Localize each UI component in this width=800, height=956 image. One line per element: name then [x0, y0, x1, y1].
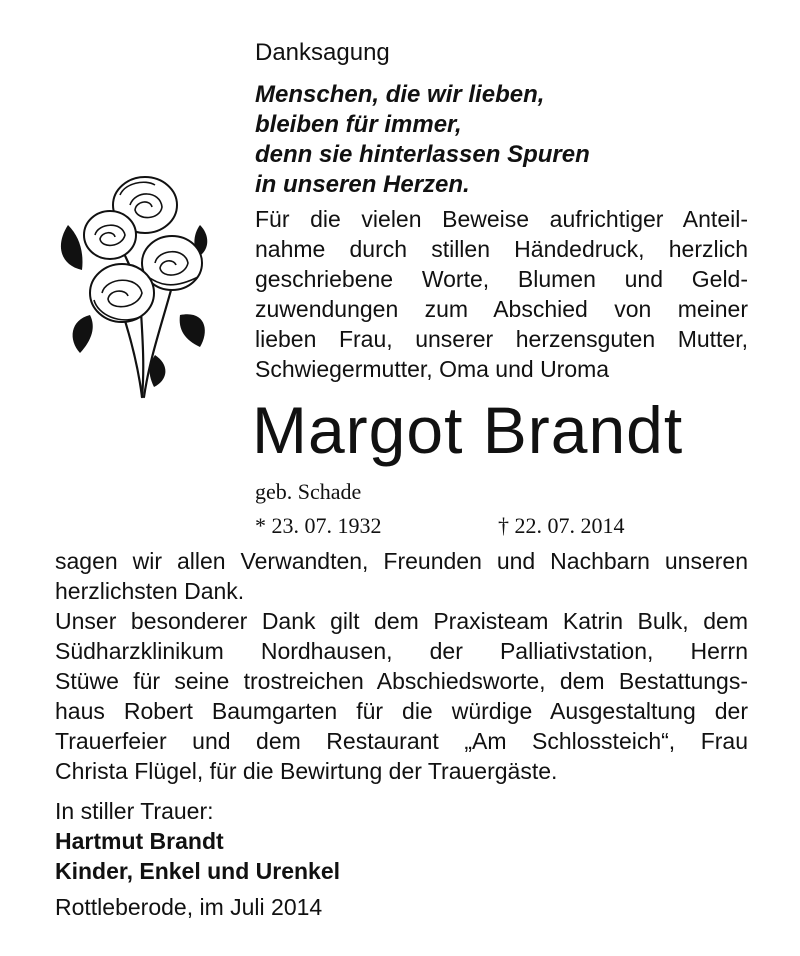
intro-line: nahme durch stillen Händedruck, herzlich [255, 236, 748, 262]
quote [255, 80, 590, 200]
birth-date: * 23. 07. 1932 [255, 513, 382, 538]
roses-icon [50, 165, 215, 400]
quote-line: denn sie hinterlassen Spuren [255, 141, 590, 168]
thanks-line: Stüwe für seine trostreichen Abschiedsworte, dem Bestattungs- [55, 668, 748, 694]
thanks-line: sagen wir allen Verwandten, Freunden und Nachbarn unseren [55, 548, 748, 574]
quote-line: in unseren Herzen. [255, 171, 470, 198]
intro-line: zuwendungen zum Abschied von meiner [255, 296, 748, 322]
intro-line: lieben Frau, unserer herzensguten Mutter, [255, 326, 748, 352]
death-date: † 22. 07. 2014 [498, 513, 625, 538]
thanks-line: herzlichsten Dank. [55, 578, 245, 604]
birth-name: geb. Schade [255, 479, 362, 504]
mourner-name: Kinder, Enkel und Urenkel [55, 858, 341, 884]
thanks-line: Unser besonderer Dank gilt dem Praxisteam Katrin Bulk, dem [55, 608, 748, 634]
thanks-line: Christa Flügel, für die Bewirtung der Trauergäste. [55, 758, 558, 784]
thanks-line: haus Robert Baumgarten für die würdige Ausgestaltung der [55, 698, 748, 724]
mourning-label: In stiller Trauer: [55, 798, 214, 824]
heading: Danksagung [255, 39, 390, 66]
thanks-text [55, 546, 748, 786]
thanks-line: Trauerfeier und dem Restaurant „Am Schlossteich“, Frau [55, 728, 748, 754]
intro-line: Für die vielen Beweise aufrichtiger Anteil- [255, 206, 748, 232]
intro-line: Schwiegermutter, Oma und Uroma [255, 356, 610, 382]
intro-line: geschriebene Worte, Blumen und Geld- [255, 266, 748, 292]
thanks-line: Südharzklinikum Nordhausen, der Palliativstation, Herrn [55, 638, 748, 664]
place-date: Rottleberode, im Juli 2014 [55, 894, 323, 920]
quote-line: bleiben für immer, [255, 111, 462, 138]
intro-text [255, 204, 748, 384]
mourner-name: Hartmut Brandt [55, 828, 224, 854]
quote-line: Menschen, die wir lieben, [255, 81, 545, 108]
mourners [55, 826, 340, 886]
deceased-name: Margot Brandt [252, 393, 684, 467]
